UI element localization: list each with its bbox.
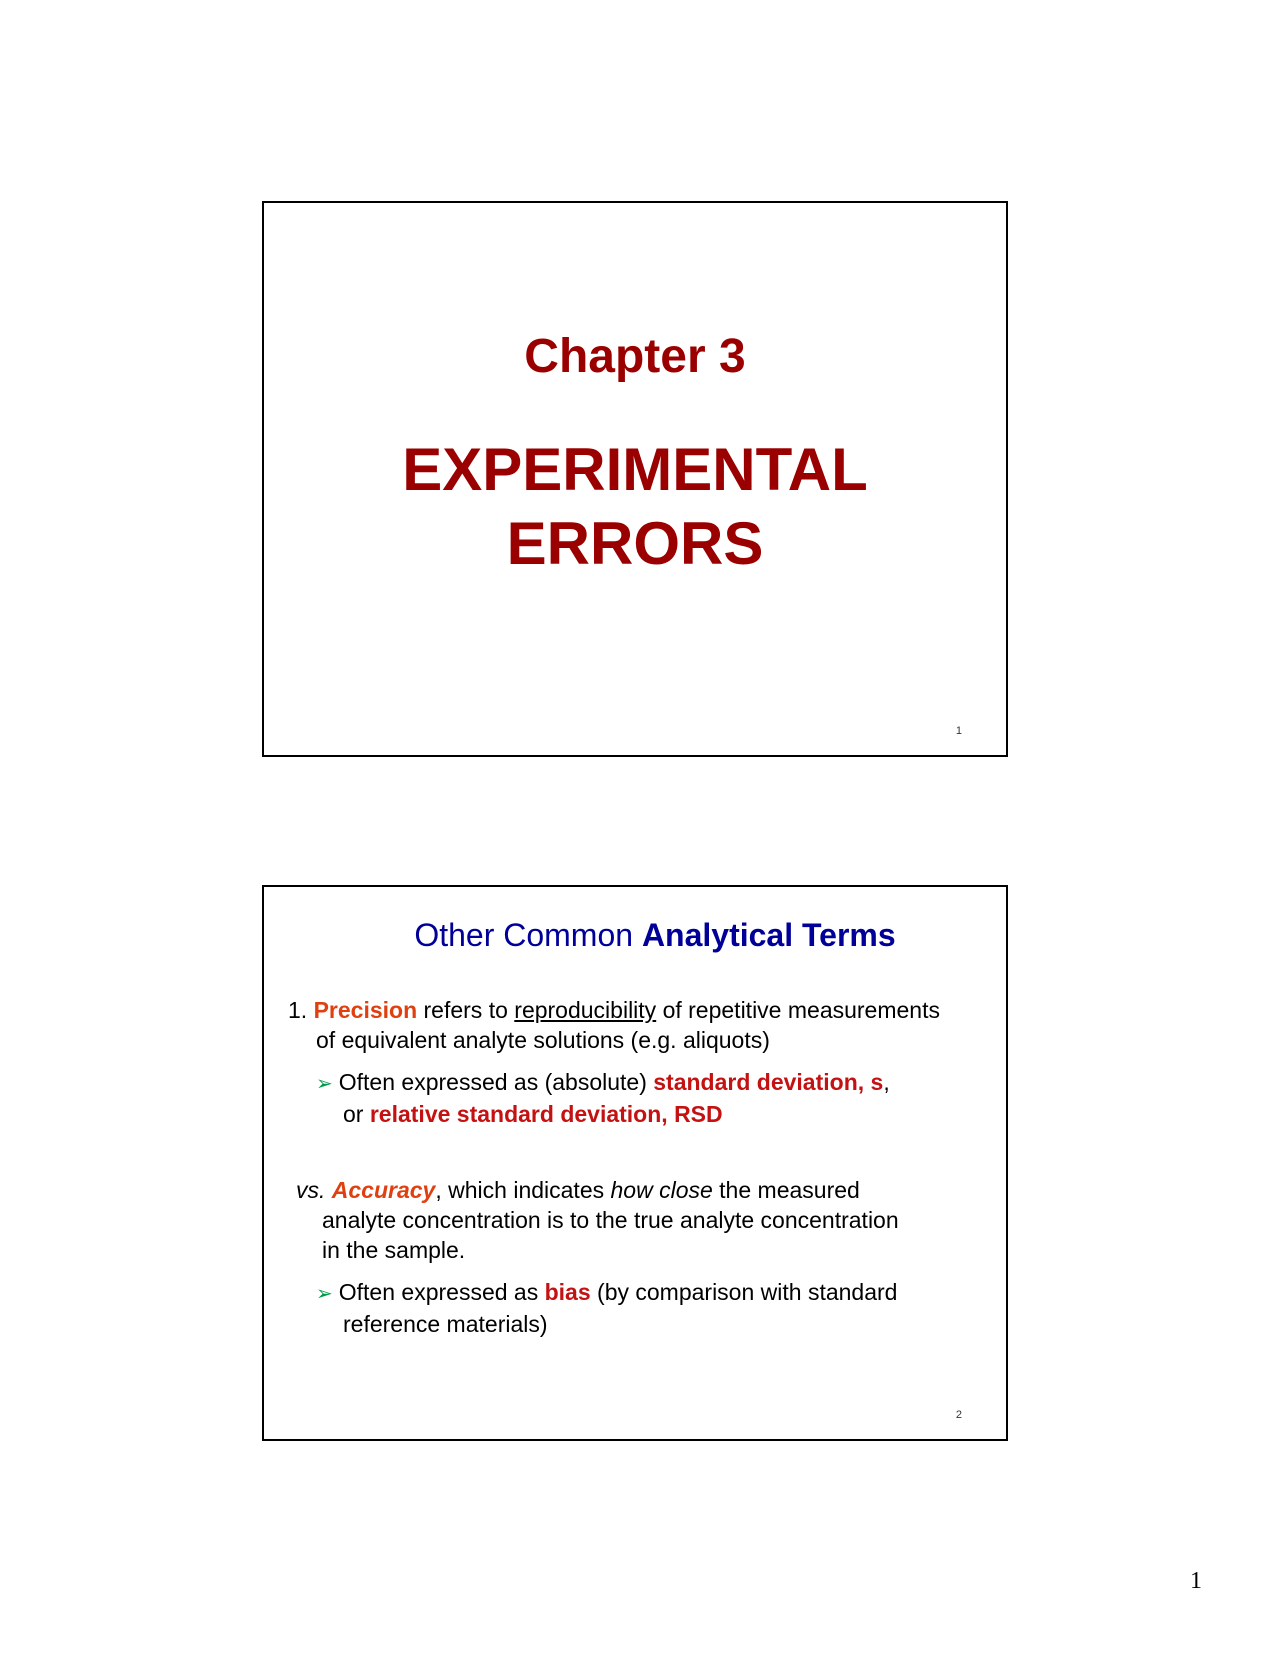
bullet1-sep-3: ,: [661, 1101, 675, 1127]
bullet2-text-a: Often expressed as: [338, 1279, 545, 1305]
bullet-precision-expression: [288, 1067, 998, 1129]
chapter-heading: Chapter 3: [524, 330, 746, 383]
arrow-bullet-icon: ➢: [316, 1073, 333, 1095]
slide-title: [264, 917, 1006, 954]
term-relative-standard-deviation: relative standard deviation: [369, 1101, 662, 1127]
term-standard-deviation: standard deviation: [653, 1069, 858, 1095]
reproducibility-underlined: reproducibility: [514, 997, 657, 1023]
slide-number: 2: [955, 1409, 962, 1421]
bullet-accuracy-expression: [288, 1277, 998, 1339]
chapter-title-line-1: EXPERIMENTAL: [402, 436, 868, 503]
slide-number: 1: [955, 725, 962, 737]
precision-line-2: of equivalent analyte solutions (e.g. aliquots): [316, 1027, 770, 1053]
precision-term: Precision: [313, 997, 418, 1023]
slide-1: [262, 201, 1008, 757]
chapter-title: [264, 433, 1006, 581]
term-rsd: RSD: [674, 1101, 723, 1127]
how-close-italic: how close: [610, 1177, 713, 1203]
chapter-title-line-2: ERRORS: [506, 510, 764, 577]
bullet1-text-a: Often expressed as (absolute): [338, 1069, 654, 1095]
slide-body: [288, 995, 998, 1339]
bullet1-sep-2: ,: [883, 1069, 890, 1095]
bullet1-line2-a: or: [343, 1101, 370, 1127]
precision-item: [288, 995, 998, 1055]
vs-prefix: vs.: [296, 1177, 332, 1203]
slide-title-regular: Other Common: [414, 917, 642, 953]
term-s: s: [870, 1069, 884, 1095]
bullet1-sep-1: ,: [857, 1069, 871, 1095]
accuracy-line-3: in the sample.: [322, 1237, 466, 1263]
bullet2-line-2: reference materials): [343, 1311, 548, 1337]
accuracy-item: [288, 1175, 998, 1265]
accuracy-line-2: analyte concentration is to the true analyte concentration: [322, 1207, 899, 1233]
item-number: 1.: [288, 997, 314, 1023]
slide-title-bold: Analytical Terms: [641, 917, 896, 953]
precision-text-b: of repetitive measurements: [656, 997, 940, 1023]
bullet2-text-b: (by comparison with standard: [590, 1279, 898, 1305]
slide-2: [262, 885, 1008, 1441]
accuracy-text-a: , which indicates: [435, 1177, 611, 1203]
accuracy-text-b: the measured: [712, 1177, 860, 1203]
term-bias: bias: [544, 1279, 591, 1305]
arrow-bullet-icon: ➢: [316, 1283, 333, 1305]
page-number: 1: [1190, 1568, 1202, 1594]
precision-text-a: refers to: [417, 997, 515, 1023]
accuracy-term: Accuracy: [331, 1177, 436, 1203]
